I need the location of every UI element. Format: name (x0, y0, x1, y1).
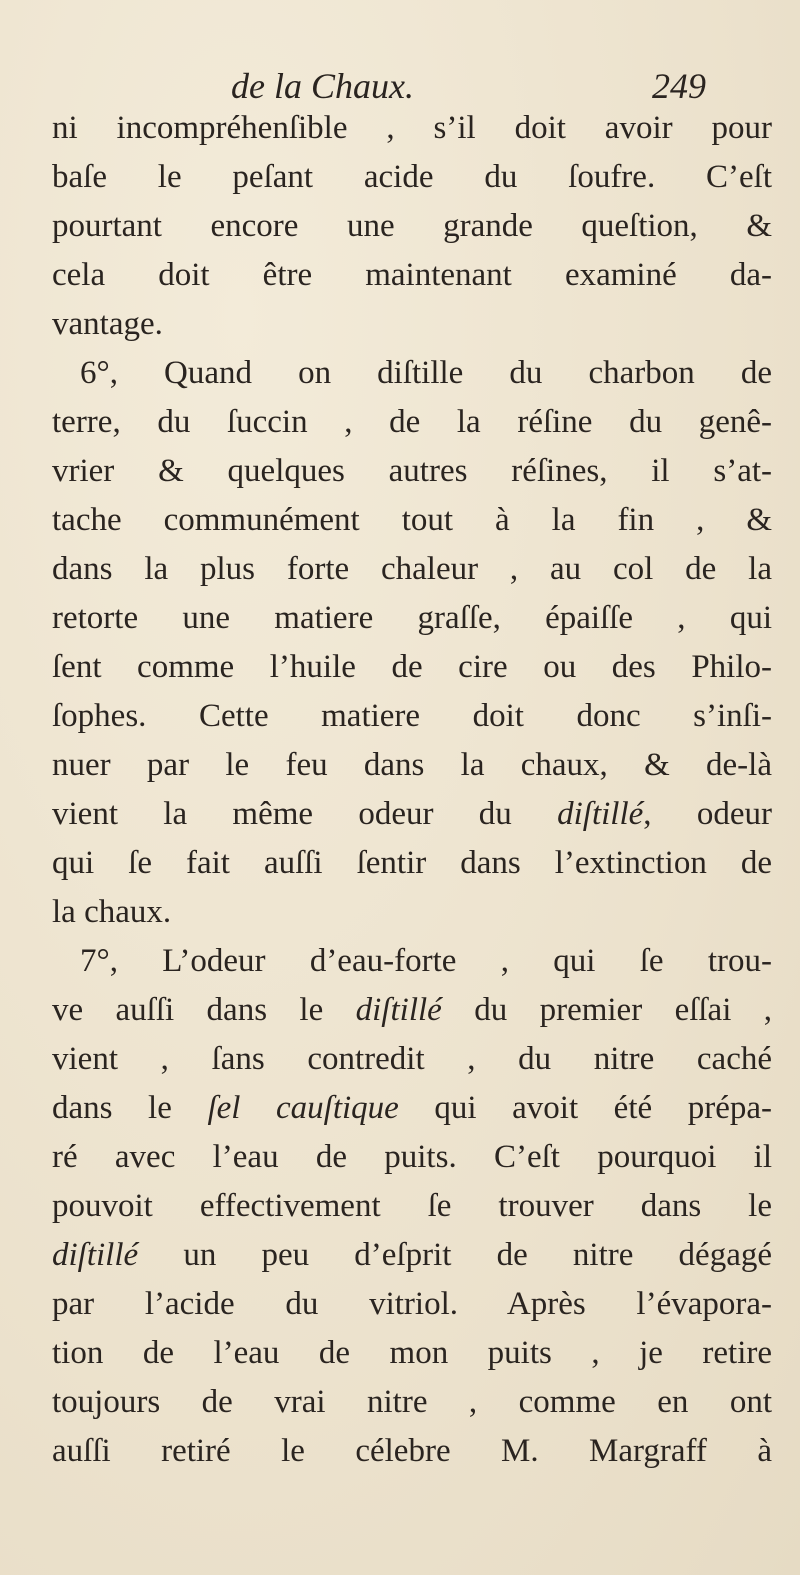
text-line (52, 790, 772, 839)
text-line (52, 104, 772, 153)
text-line-roman: cela doit être maintenant examiné da- (52, 257, 772, 293)
text-line (52, 1035, 772, 1084)
text-line (52, 692, 772, 741)
text-line-roman: nuer par le feu dans la chaux, & de-là (52, 747, 772, 783)
text-line-italic: diſtillé (355, 992, 442, 1028)
text-line-italic: diſtillé (52, 1237, 139, 1273)
text-line (52, 1133, 772, 1182)
text-line (52, 202, 772, 251)
text-line (52, 153, 772, 202)
text-line-roman: vantage. (52, 306, 163, 342)
text-line-roman: dans la plus forte chaleur , au col de la (52, 551, 772, 587)
text-line-roman: ré avec l’eau de puits. C’eſt pourquoi il (52, 1139, 772, 1175)
text-line-roman: tache communément tout à la fin , & (52, 502, 772, 538)
text-line-roman: par l’acide du vitriol. Après l’évapora- (52, 1286, 772, 1322)
text-line (52, 888, 772, 937)
text-line-roman: vient , ſans contredit , du nitre caché (52, 1041, 772, 1077)
text-line (52, 1280, 772, 1329)
text-line-roman: ni incompréhenſible , s’il doit avoir pour (52, 110, 772, 146)
text-line (52, 1231, 772, 1280)
text-line-roman: ve auſſi dans le (52, 992, 356, 1028)
text-line (52, 1427, 772, 1476)
text-line-roman: du premier eſſai , (441, 992, 772, 1028)
text-line (52, 447, 772, 496)
text-line-roman: vrier & quelques autres réſines, il s’at- (52, 453, 772, 489)
running-head-title: de la Chaux. (231, 66, 414, 106)
text-line-italic: diſtillé (557, 796, 644, 832)
text-line-roman: qui avoit été prépa- (398, 1090, 772, 1126)
text-line-roman: vient la même odeur du (52, 796, 558, 832)
text-line (52, 300, 772, 349)
text-line-roman: ſophes. Cette matiere doit donc s’inſi- (52, 698, 772, 734)
text-line (52, 545, 772, 594)
text-line-roman: 6°, Quand on diſtille du charbon de (80, 355, 772, 391)
body-text (52, 104, 772, 1476)
text-line (52, 594, 772, 643)
text-line (52, 1084, 772, 1133)
text-line-italic: ſel cauſtique (207, 1090, 399, 1126)
text-line-roman: la chaux. (52, 894, 172, 930)
text-line-roman: pouvoit effectivement ſe trouver dans le (52, 1188, 772, 1224)
text-line-roman: , odeur (643, 796, 772, 832)
text-line (52, 937, 772, 986)
text-line-roman: toujours de vrai nitre , comme en ont (52, 1384, 772, 1420)
text-line (52, 1182, 772, 1231)
text-line-roman: pourtant encore une grande queſtion, & (52, 208, 772, 244)
text-line-roman: un peu d’eſprit de nitre dégagé (138, 1237, 772, 1273)
text-line (52, 1378, 772, 1427)
text-line-roman: tion de l’eau de mon puits , je retire (52, 1335, 772, 1371)
running-head (0, 66, 800, 106)
text-line-roman: 7°, L’odeur d’eau-forte , qui ſe trou- (80, 943, 772, 979)
text-line (52, 1329, 772, 1378)
text-line (52, 398, 772, 447)
text-line-roman: retorte une matiere graſſe, épaiſſe , qui (52, 600, 772, 636)
text-line-roman: baſe le peſant acide du ſoufre. C’eſt (52, 159, 772, 195)
text-line-roman: terre, du ſuccin , de la réſine du genê- (52, 404, 772, 440)
text-line-roman: auſſi retiré le célebre M. Margraff à (52, 1433, 772, 1469)
text-line (52, 839, 772, 888)
text-line (52, 251, 772, 300)
text-line-roman: qui ſe fait auſſi ſentir dans l’extinction de (52, 845, 772, 881)
text-line (52, 643, 772, 692)
text-line (52, 986, 772, 1035)
text-line (52, 741, 772, 790)
text-line-roman: ſent comme l’huile de cire ou des Philo- (52, 649, 772, 685)
text-line (52, 496, 772, 545)
text-line-roman: dans le (52, 1090, 208, 1126)
page-number: 249 (652, 66, 706, 106)
text-line (52, 349, 772, 398)
